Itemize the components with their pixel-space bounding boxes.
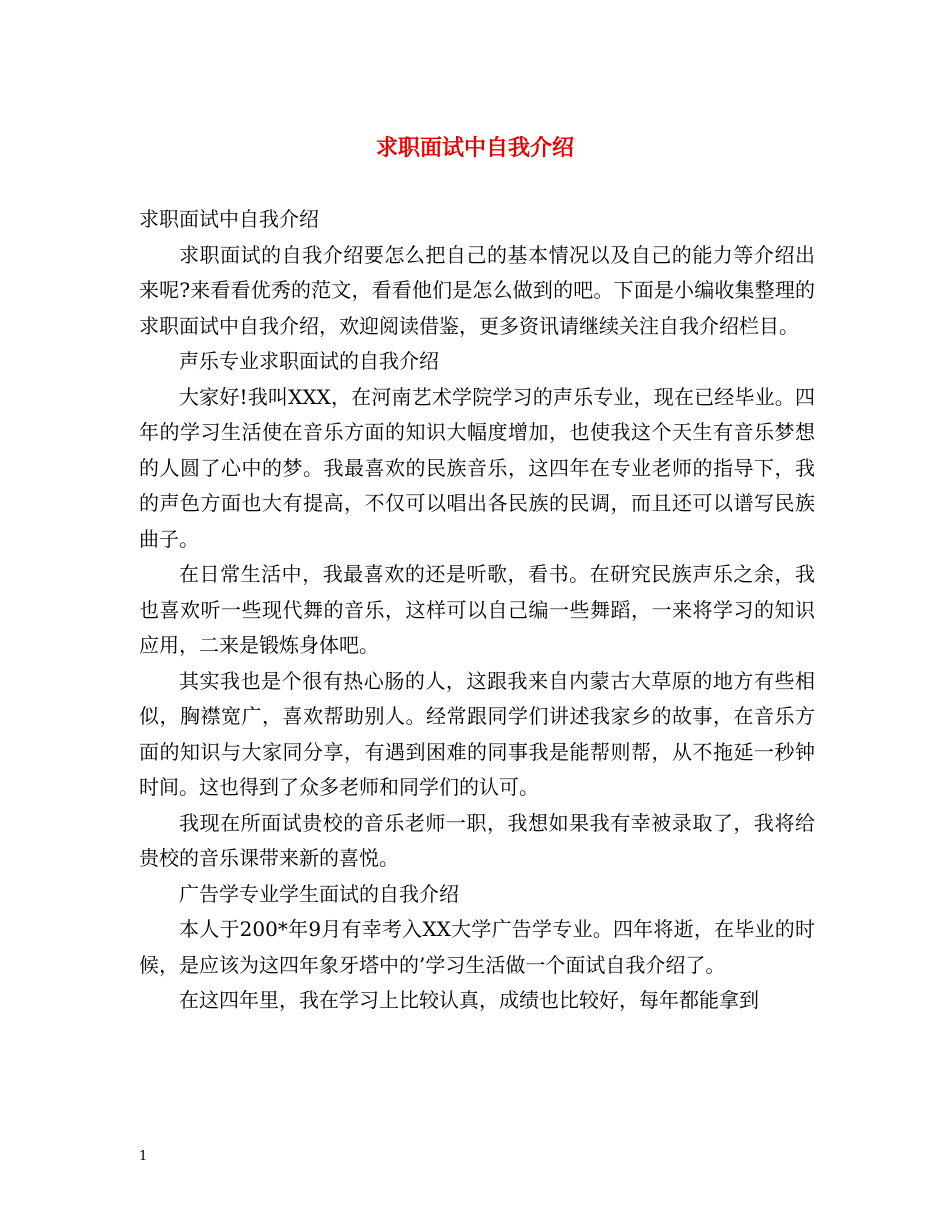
paragraph: 我现在所面试贵校的音乐老师一职，我想如果我有幸被录取了，我将给贵校的音乐课带来新的喜悦。 bbox=[139, 810, 815, 870]
section-heading: 声乐专业求职面试的自我介绍 bbox=[179, 349, 439, 373]
paragraph: 求职面试的自我介绍要怎么把自己的基本情况以及自己的能力等介绍出来呢?来看看优秀的范文，看看他们是怎么做到的吧。下面是小编收集整理的求职面试中自我介绍，欢迎阅读借鉴，更多资讯请继续关注自我介绍栏目。 bbox=[139, 242, 815, 338]
section-heading: 求职面试中自我介绍 bbox=[139, 207, 319, 231]
paragraph: 大家好!我叫XXX，在河南艺术学院学习的声乐专业，现在已经毕业。四年的学习生活使在音乐方面的知识大幅度增加，也使我这个天生有音乐梦想的人圆了心中的梦。我最喜欢的民族音乐，这四年在专业老师的指导下，我的声色方面也大有提高，不仅可以唱出各民族的民调，而且还可以谱写民族曲子。 bbox=[139, 384, 815, 551]
paragraph: 本人于200*年9月有幸考入XX大学广告学专业。四年将逝，在毕业的时候，是应该为这四年象牙塔中的’学习生活做一个面试自我介绍了。 bbox=[139, 917, 815, 977]
paragraph: 其实我也是个很有热心肠的人，这跟我来自内蒙古大草原的地方有些相似，胸襟宽广，喜欢帮助别人。经常跟同学们讲述我家乡的故事，在音乐方面的知识与大家同分享，有遇到困难的同事我是能帮则帮，从不拖延一秒钟时间。这也得到了众多老师和同学们的认可。 bbox=[139, 668, 815, 799]
document-body bbox=[139, 202, 815, 1019]
paragraph: 在这四年里，我在学习上比较认真，成绩也比较好，每年都能拿到 bbox=[179, 988, 759, 1012]
page-number: 1 bbox=[139, 1149, 148, 1164]
page-title: 求职面试中自我介绍 bbox=[375, 135, 574, 161]
paragraph: 在日常生活中，我最喜欢的还是听歌，看书。在研究民族声乐之余，我也喜欢听一些现代舞的音乐，这样可以自己编一些舞蹈，一来将学习的知识应用，二来是锻炼身体吧。 bbox=[139, 562, 815, 657]
section-heading: 广告学专业学生面试的自我介绍 bbox=[179, 881, 459, 906]
